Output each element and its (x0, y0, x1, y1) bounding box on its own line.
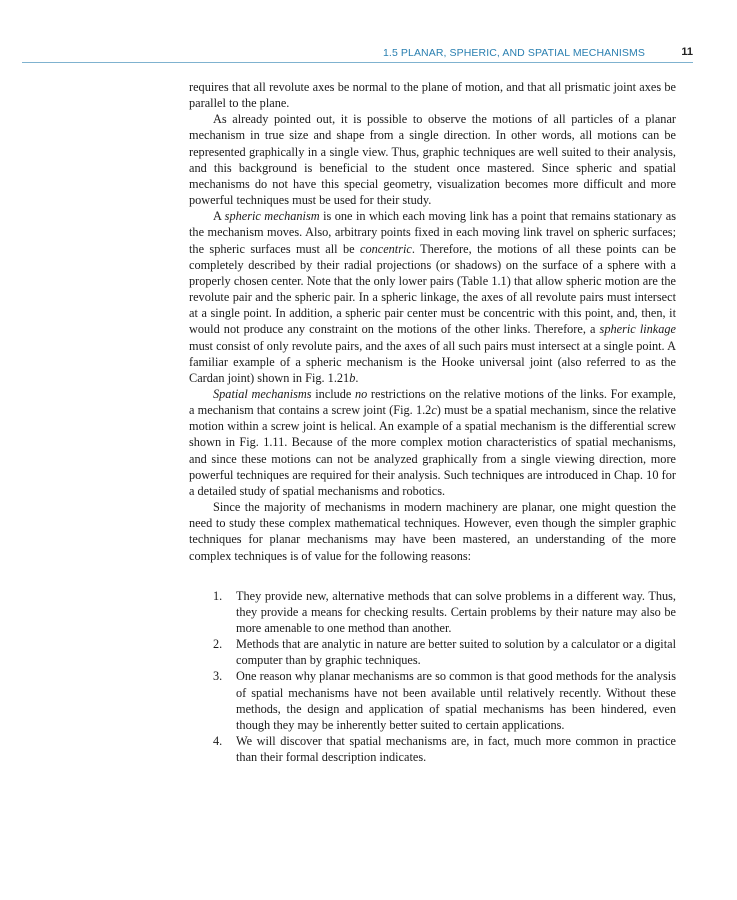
list-item-number: 4. (213, 734, 223, 749)
paragraph (189, 386, 676, 499)
list-item-number: 3. (213, 669, 223, 684)
emphasis-text: b (349, 370, 356, 385)
list-item (189, 588, 676, 636)
text-run: include (311, 386, 356, 401)
text-run: must consist of only revolute pairs, and the axes of all such pairs must intersect at a single point. A familiar example of a spheric mechanism is the Hooke universal joint (also referred to as the Cardan joint) shown in Fig. 1.21 (189, 338, 676, 385)
paragraph (189, 499, 676, 564)
emphasis-text: c (431, 403, 437, 418)
text-run: As already pointed out, it is possible to observe the motions of all particles of a planar mechanism in true size and shape from a single direction. In other words, all motions can be represented graphically in a single view. Thus, graphic techniques are well suited to their analysis, and this background is beneficial to the student once mastered. Since spheric and spatial mechanisms do not have this special geometry, visualization becomes more difficult and more powerful techniques must be used for their study. (189, 112, 676, 208)
emphasis-text: spheric linkage (599, 322, 677, 337)
paragraph (189, 111, 676, 208)
list-item (189, 636, 676, 668)
body-text (189, 79, 676, 765)
list-item-text: We will discover that spatial mechanisms are, in fact, much more common in practice than their formal description indicates. (236, 734, 676, 765)
text-run: . Therefore, the motions of all these points can be completely described by their radial projections (or shadows) on the surface of a sphere with a properly chosen center. Note that the only lower pairs (Table 1.1) that allow spheric motion are the revolute pair and the spheric pair. In a spheric linkage, the axes of all revolute pairs must intersect at a single point. In addition, a spheric pair center must be concentric with this point, and, then, it would not produce any constraint on the motions of the other links. Therefore, a (189, 241, 676, 337)
list-item-text: One reason why planar mechanisms are so common is that good methods for the analysis of spatial mechanisms have not been available until relatively recently. Without these methods, the design and application of spatial mechanisms has been hindered, even though they may be inherently better suited to certain applications. (236, 669, 676, 732)
list-item (189, 733, 676, 765)
page-number: 11 (681, 46, 693, 58)
section-title: 1.5 PLANAR, SPHERIC, AND SPATIAL MECHANISMS (382, 47, 645, 59)
emphasis-text: Spatial mechanisms (213, 386, 312, 401)
list-item (189, 668, 676, 733)
text-run: . (355, 370, 359, 385)
text-run: A (213, 209, 225, 224)
list-item-text: Methods that are analytic in nature are better suited to solution by a calculator or a digital computer than by graphic techniques. (236, 637, 676, 668)
paragraph (189, 79, 676, 111)
list-item-number: 1. (213, 588, 223, 603)
running-header (22, 44, 693, 63)
text-run: ) must be a spatial mechanism, since the relative motion within a screw joint is helical. An example of a spatial mechanism is the differential screw shown in Fig. 1.11. Because of the more complex motion characteristics of spatial mechanisms, and since these motions can not be analyzed graphically from a single viewing direction, more powerful techniques are required for their analysis. Such techniques are introduced in Chap. 10 for a detailed study of spatial mechanisms and robotics. (189, 403, 676, 498)
reasons-list (189, 588, 676, 766)
text-run: is one in which each moving link has a point that remains stationary as the mechanism moves. Also, arbitrary points fixed in each moving link travel on spheric surfaces; the spheric surfaces must all be (189, 209, 676, 256)
text-run: requires that all revolute axes be normal to the plane of motion, and that all prismatic joint axes be parallel to the plane. (189, 80, 676, 111)
emphasis-text: spheric mechanism (224, 209, 320, 224)
emphasis-text: concentric (359, 241, 412, 256)
text-run: restrictions on the relative motions of the links. For example, a mechanism that contains a screw joint (Fig. 1.2 (189, 386, 677, 418)
text-run: Since the majority of mechanisms in modern machinery are planar, one might question the need to study these complex mathematical techniques. However, even though the simpler graphic techniques for planar mechanisms may have been mastered, an understanding of the more complex techniques is of value for the following reasons: (189, 500, 676, 563)
paragraphs (189, 79, 676, 564)
emphasis-text: no (355, 386, 368, 401)
paragraph (189, 208, 676, 386)
list-item-number: 2. (213, 637, 223, 652)
list-item-text: They provide new, alternative methods that can solve problems in a different way. Thus, they provide a means for checking results. Certain problems by their nature may also be more amenable to one method than another. (236, 588, 676, 635)
